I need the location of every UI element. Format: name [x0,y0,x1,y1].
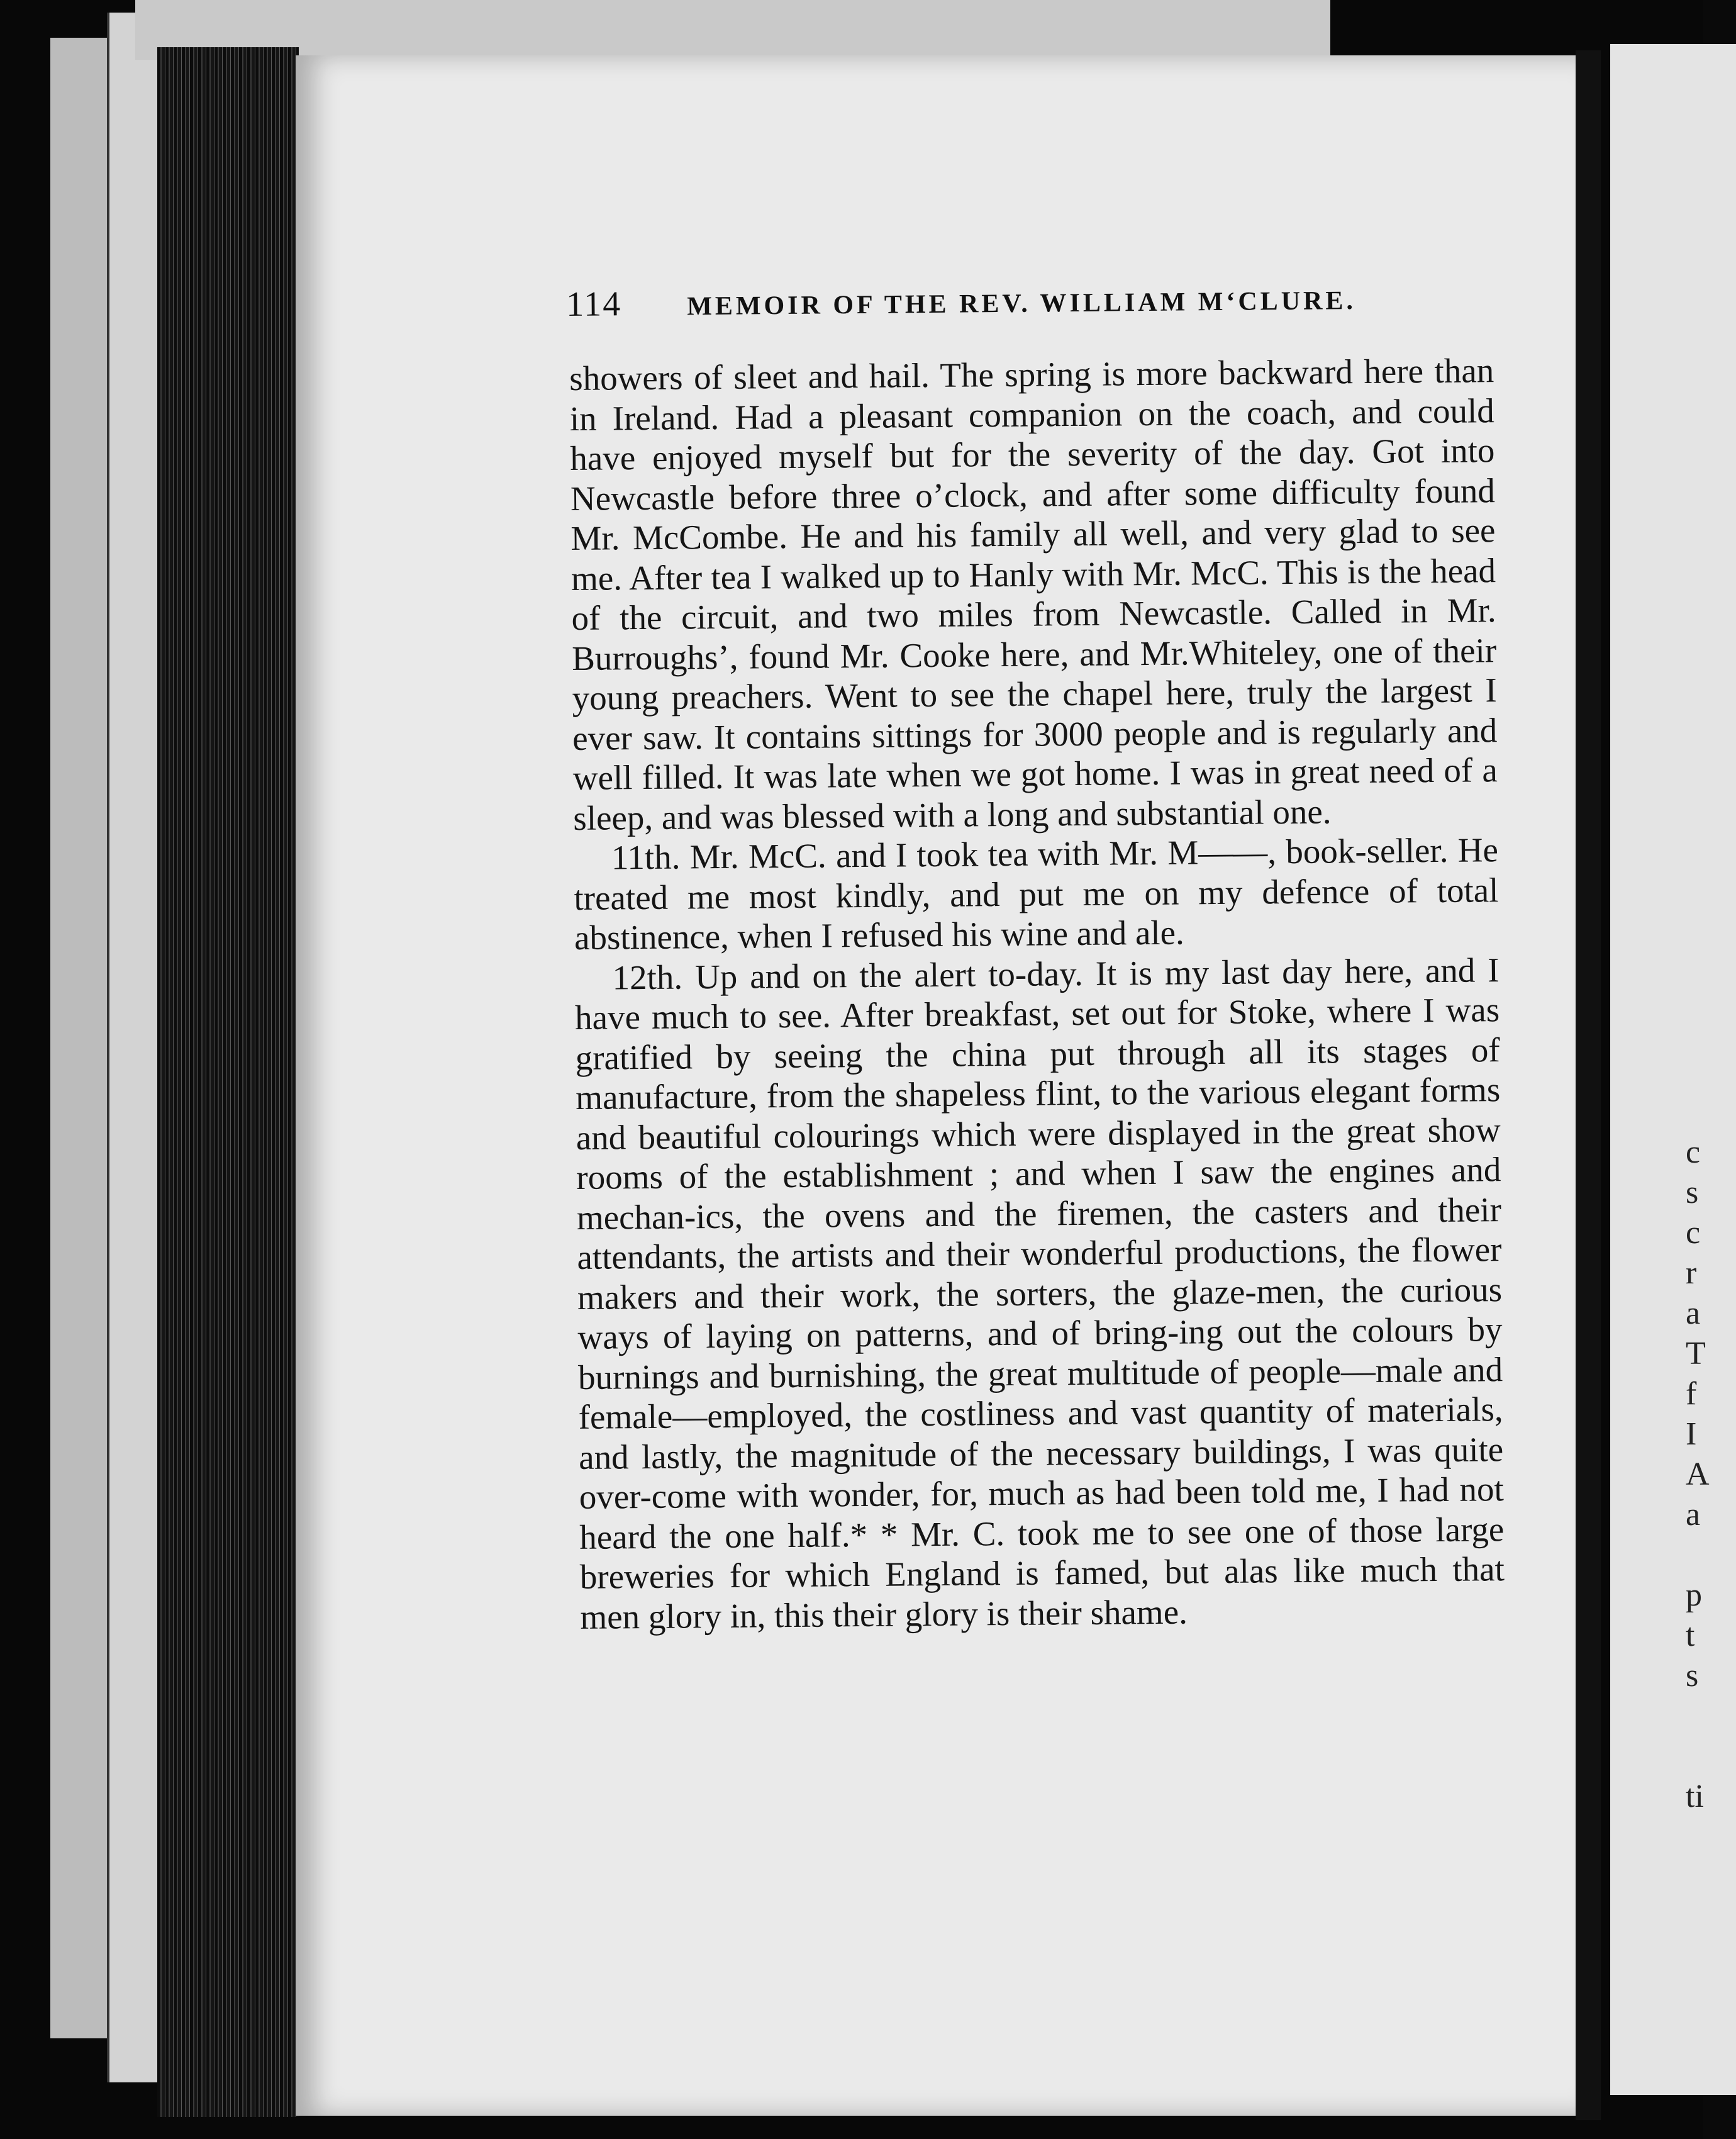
facing-page-text [1686,1132,1710,1817]
facing-line [1686,1535,1710,1575]
page-stack-shadow [157,47,299,2117]
facing-line: s [1686,1175,1699,1210]
facing-page [1610,44,1736,2095]
facing-line: c [1686,1134,1701,1170]
facing-line: t [1686,1617,1695,1653]
paragraph: showers of sleet and hail. The spring is more backward here than in Ireland. Had a pleasant companion on the coach, and could have enjoyed myself but for the severity of the day. Got into Newcastle before three o’clock, and after some difficulty found Mr. McCombe. He and his family all well, and very glad to see me. After tea I walked up to Hanly with Mr. McC. This is the head of the circuit, and two miles from Newcastle. Called in Mr. Burroughs’, found Mr. Cooke here, and Mr.Whiteley, one of their young preachers. Went to see the chapel here, truly the largest I ever saw. It contains sittings for 3000 people and is regularly and well filled. It was late when we got home. I was in great need of a sleep, and was blessed with a long and substantial one. [569,351,1498,837]
paragraph: 12th. Up and on the alert to-day. It is my last day here, and I have much to see. After breakfast, set out for Stoke, where I was gratified by seeing the china put through all its stages of manufacture, from the shapeless flint, to the various elegant forms and beautiful colourings which were displayed in the great show rooms of the establishment ; and when I saw the engines and mechan-ics, the ovens and the firemen, the casters and their attendants, the artists and their wonderful productions, the flower makers and their work, the sorters, the glaze-men, the curious ways of laying on patterns, and of bring-ing out the colours by burnings and burnishing, the great multitude of people—male and female—employed, the costliness and vast quantity of materials, and lastly, the magnitude of the necessary buildings, I was quite over-come with wonder, for, much as had been told me, I had not heard the one half.* * Mr. C. took me to see one of those large breweries for which England is famed, but alas like much that men glory in, this their glory is their shame. [574,950,1505,1636]
body-text [569,350,1505,1637]
facing-line: r [1686,1255,1697,1291]
running-head [566,277,1384,325]
facing-line: s [1686,1658,1699,1694]
facing-line: f [1686,1376,1697,1412]
top-page-edge [135,0,1330,60]
facing-line: p [1686,1577,1702,1613]
facing-line [1686,1736,1710,1777]
facing-line: a [1686,1295,1701,1331]
facing-line [1686,1696,1710,1736]
facing-line: I [1686,1416,1697,1452]
page-number: 114 [566,284,622,324]
facing-line: ti [1686,1779,1704,1814]
running-title: MEMOIR OF THE REV. WILLIAM M‘CLURE. [687,286,1357,321]
facing-line: c [1686,1215,1701,1251]
facing-line: A [1686,1456,1710,1492]
paragraph: 11th. Mr. McC. and I took tea with Mr. M——, book-seller. He treated me most kindly, and put me on my defence of total abstinence, when I refused his wine and ale. [574,830,1499,957]
facing-line: a [1686,1497,1701,1533]
gutter-shadow [1576,50,1601,2120]
facing-line: T [1686,1336,1706,1371]
